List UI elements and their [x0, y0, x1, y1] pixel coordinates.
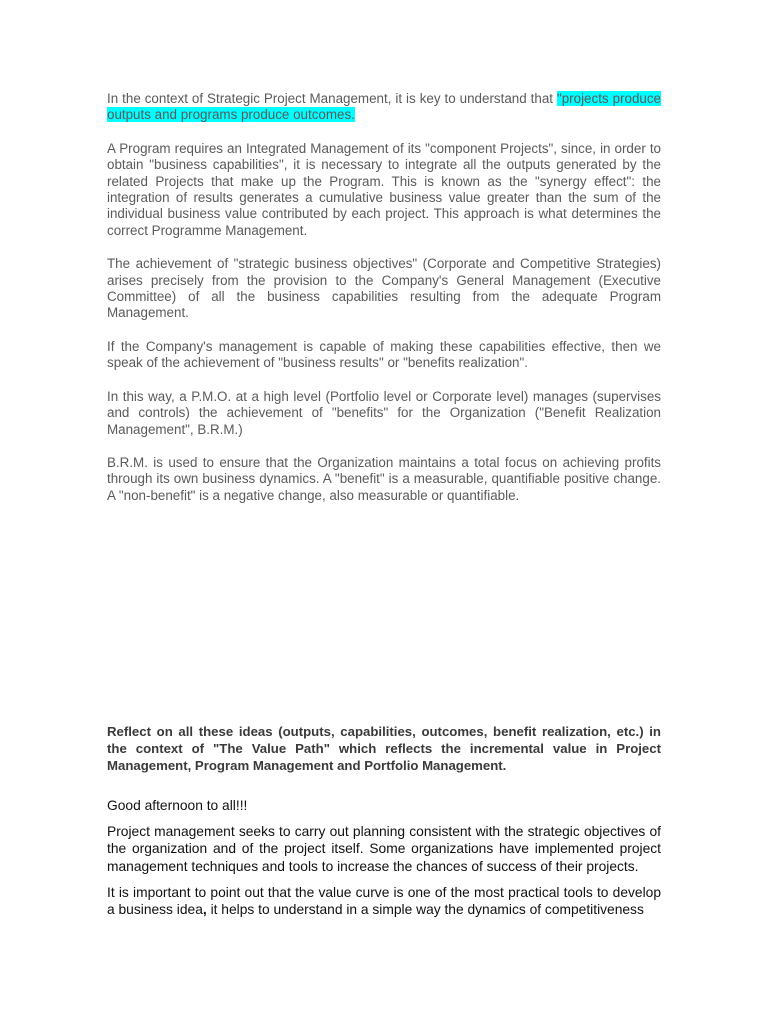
management-paragraph: If the Company's management is capable of making these capabilities effective, then we speak of the achievement of "business results" or "benefits realization".: [107, 338, 661, 371]
answer-text-a: It is important to point out that the value curve is one of the most practical tools to develop a business idea: [107, 884, 661, 918]
program-paragraph: A Program requires an Integrated Management of its "component Projects", since, in order to obtain "business capabilities", it is necessary to integrate all the outputs generated by the related Projects that make up the Program. This is known as the "synergy effect": the integration of results generates a cumulative business value greater than the sum of the individual business value contributed by each project. This approach is what determines the correct Programme Management.: [107, 140, 661, 238]
highlighted-quote: "projects produce outputs and programs produce outcomes.: [107, 91, 661, 123]
answer-text-b: it helps to understand in a simple way the dynamics of competitiveness: [206, 902, 644, 918]
answer-paragraph-2: [107, 884, 661, 918]
document-lower-section: [107, 723, 661, 918]
objectives-paragraph: The achievement of "strategic business objectives" (Corporate and Competitive Strategies) arises precisely from the provision to the Company's General Management (Executive Committee) of all the business capabilities resulting from the adequate Program Management.: [107, 256, 661, 321]
greeting-line: Good afternoon to all!!!: [107, 798, 248, 813]
brm-paragraph: B.R.M. is used to ensure that the Organization maintains a total focus on achieving profits through its own business dynamics. A "benefit" is a measurable, quantifiable positive change. A "non-benefit" is a negative change, also measurable or quantifiable.: [107, 454, 661, 503]
reflection-question: Reflect on all these ideas (outputs, capabilities, outcomes, benefit realization, etc.) in the context of "The Value Path" which reflects the incremental value in Project Management, Program Management and Portfolio Management.: [107, 724, 661, 773]
answer-bold-comma: ,: [202, 902, 207, 918]
answer-paragraph-1: Project management seeks to carry out planning consistent with the strategic objectives of the organization and of the project itself. Some organizations have implemented project management techniques and tools to increase the chances of success of their projects.: [107, 824, 661, 874]
intro-paragraph: [107, 91, 661, 124]
pmo-paragraph: In this way, a P.M.O. at a high level (Portfolio level or Corporate level) manages (supervises and controls) the achievement of "benefits" for the Organization ("Benefit Realization Management", B.R.M.): [107, 388, 661, 437]
document-upper-section: [107, 91, 661, 504]
intro-text: In the context of Strategic Project Management, it is key to understand that: [107, 91, 557, 106]
